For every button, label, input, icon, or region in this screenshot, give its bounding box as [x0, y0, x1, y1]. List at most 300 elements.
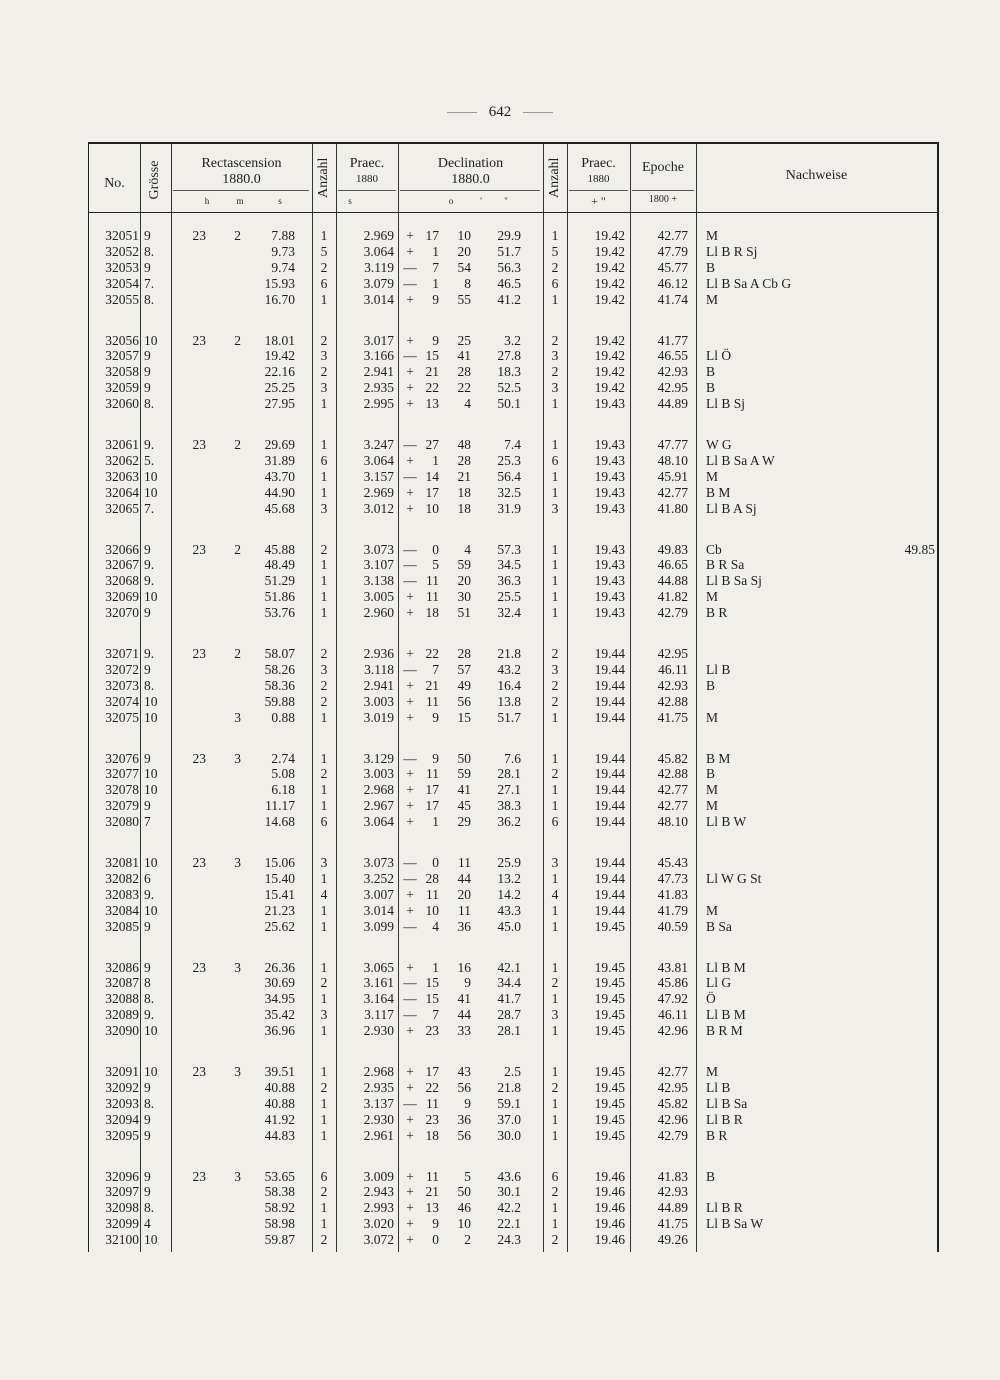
cell-anzahl-2: 1	[551, 1216, 559, 1232]
cell-groesse: 9	[144, 259, 151, 275]
cell-praec-ra: 2.993	[363, 1200, 394, 1216]
cell-decl-min: 48	[457, 437, 471, 452]
cell-praec-decl: 19.43	[594, 589, 625, 605]
cell-decl-sec: 7.6	[504, 750, 521, 766]
cell-anzahl-2: 2	[551, 646, 559, 661]
cell-no: 32067	[105, 557, 139, 573]
cell-groesse: 9	[144, 798, 151, 814]
cell-decl-min: 10	[457, 1216, 471, 1232]
cell-no: 32076	[105, 750, 139, 766]
cell-decl-deg: 10	[425, 902, 439, 918]
cell-nachweise: B R M	[706, 1023, 743, 1039]
cell-decl-sign: +	[406, 766, 414, 782]
cell-praec-decl: 19.43	[594, 437, 625, 452]
cell-no: 32071	[105, 646, 139, 661]
cell-epoche: 41.77	[657, 332, 688, 348]
cell-praec-decl: 19.44	[594, 677, 625, 693]
cell-decl-sec: 43.2	[497, 661, 521, 677]
cell-decl-sign: +	[406, 500, 414, 516]
cell-praec-decl: 19.43	[594, 484, 625, 500]
cell-decl-deg: 15	[425, 991, 439, 1007]
cell-decl-sign: +	[406, 1079, 414, 1095]
header-praec-ra: Praec.	[349, 156, 385, 171]
cell-decl-min: 43	[457, 1064, 471, 1079]
cell-ra-s: 19.42	[264, 348, 295, 364]
cell-epoche: 46.55	[657, 348, 688, 364]
cell-decl-min: 59	[457, 557, 471, 573]
cell-decl-deg: 22	[425, 380, 439, 396]
cell-nachweise: B M	[706, 750, 731, 766]
cell-praec-ra: 3.064	[363, 452, 394, 468]
cell-groesse: 10	[144, 782, 158, 798]
cell-decl-min: 22	[457, 380, 471, 396]
cell-decl-sec: 45.0	[497, 918, 521, 934]
cell-anzahl-2: 1	[551, 782, 559, 798]
cell-ra-s: 51.86	[264, 589, 295, 605]
cell-anzahl-2: 6	[551, 275, 559, 291]
cell-anzahl: 6	[320, 814, 328, 830]
cell-groesse: 9	[144, 541, 151, 557]
cell-anzahl-2: 1	[551, 437, 559, 452]
cell-groesse: 8.	[144, 991, 155, 1007]
cell-anzahl: 1	[320, 1200, 328, 1216]
cell-no: 32098	[105, 1200, 139, 1216]
cell-anzahl: 3	[320, 661, 328, 677]
cell-decl-sec: 51.7	[497, 709, 521, 725]
cell-anzahl-2: 1	[551, 959, 559, 975]
cell-decl-min: 41	[457, 348, 471, 364]
cell-praec-ra: 3.003	[363, 693, 394, 709]
cell-groesse: 10	[144, 332, 158, 348]
cell-praec-decl: 19.44	[594, 782, 625, 798]
cell-praec-decl: 19.42	[594, 275, 625, 291]
cell-nachweise: W G	[706, 437, 732, 452]
cell-praec-ra: 3.137	[363, 1095, 394, 1111]
cell-decl-sec: 25.3	[497, 452, 521, 468]
cell-ra-s: 53.65	[264, 1168, 295, 1184]
header-no: No.	[104, 176, 125, 191]
cell-anzahl: 2	[320, 332, 328, 348]
table-row	[89, 710, 937, 726]
cell-praec-decl: 19.42	[594, 364, 625, 380]
cell-epoche: 45.77	[657, 259, 688, 275]
cell-epoche: 47.77	[657, 437, 688, 452]
cell-decl-sec: 31.9	[497, 500, 521, 516]
cell-praec-decl: 19.44	[594, 766, 625, 782]
cell-ra-s: 43.70	[264, 468, 295, 484]
cell-anzahl: 1	[320, 1023, 328, 1039]
cell-nachweise: B	[706, 677, 716, 693]
cell-decl-sec: 38.3	[497, 798, 521, 814]
cell-nachweise: B M	[706, 484, 731, 500]
cell-anzahl: 2	[320, 259, 328, 275]
cell-decl-sec: 41.2	[497, 291, 521, 307]
cell-decl-sign: +	[406, 228, 414, 243]
cell-groesse: 7	[144, 814, 151, 830]
cell-decl-min: 8	[464, 275, 471, 291]
cell-groesse: 4	[144, 1216, 151, 1232]
cell-epoche: 40.59	[657, 918, 688, 934]
cell-decl-deg: 7	[432, 661, 439, 677]
cell-decl-deg: 1	[432, 275, 439, 291]
cell-praec-ra: 3.020	[363, 1216, 394, 1232]
cell-anzahl: 1	[320, 1095, 328, 1111]
cell-anzahl-2: 1	[551, 902, 559, 918]
cell-praec-ra: 3.118	[364, 661, 394, 677]
cell-ra-h: 23	[192, 855, 206, 870]
cell-decl-deg: 22	[425, 1079, 439, 1095]
cell-decl-sign: +	[406, 1232, 414, 1248]
cell-decl-sec: 59.1	[497, 1095, 521, 1111]
cell-decl-min: 9	[464, 1095, 471, 1111]
cell-decl-sec: 37.0	[497, 1111, 521, 1127]
table-row	[89, 542, 937, 558]
cell-groesse: 10	[144, 468, 158, 484]
cell-groesse: 10	[144, 693, 158, 709]
cell-no: 32094	[105, 1111, 139, 1127]
cell-praec-ra: 2.930	[363, 1023, 394, 1039]
table-row	[89, 662, 937, 678]
table-row	[89, 751, 937, 767]
cell-no: 32066	[105, 541, 139, 557]
cell-epoche: 42.93	[657, 364, 688, 380]
cell-groesse: 8.	[144, 1095, 155, 1111]
cell-epoche: 48.10	[657, 452, 688, 468]
cell-groesse: 8.	[144, 677, 155, 693]
cell-anzahl: 2	[320, 1184, 328, 1200]
cell-ra-s: 27.95	[264, 396, 295, 412]
cell-no: 32060	[105, 396, 139, 412]
cell-anzahl: 1	[320, 589, 328, 605]
cell-ra-m: 2	[234, 332, 241, 348]
cell-praec-ra: 2.941	[363, 677, 394, 693]
cell-praec-decl: 19.44	[594, 798, 625, 814]
cell-groesse: 9.	[144, 437, 155, 452]
table-row	[89, 501, 937, 517]
cell-anzahl: 1	[320, 1127, 328, 1143]
cell-epoche: 41.75	[657, 709, 688, 725]
cell-epoche: 48.10	[657, 814, 688, 830]
cell-ra-s: 21.23	[264, 902, 295, 918]
cell-decl-sign: —	[403, 918, 417, 934]
cell-anzahl: 3	[320, 1007, 328, 1023]
cell-decl-sec: 13.8	[497, 693, 521, 709]
cell-praec-ra: 3.003	[363, 766, 394, 782]
cell-ra-s: 31.89	[264, 452, 295, 468]
cell-decl-min: 29	[457, 814, 471, 830]
table-row	[89, 887, 937, 903]
cell-anzahl: 3	[320, 380, 328, 396]
cell-nachweise: M	[706, 902, 719, 918]
cell-groesse: 6	[144, 870, 151, 886]
cell-anzahl: 3	[320, 500, 328, 516]
cell-decl-min: 36	[457, 1111, 471, 1127]
cell-anzahl: 2	[320, 1079, 328, 1095]
cell-no: 32085	[105, 918, 139, 934]
table-row	[89, 348, 937, 364]
cell-praec-decl: 19.44	[594, 814, 625, 830]
cell-ra-m: 2	[234, 437, 241, 452]
cell-anzahl-2: 1	[551, 1023, 559, 1039]
cell-nachweise: B	[706, 380, 716, 396]
cell-decl-sign: +	[406, 589, 414, 605]
cell-decl-sec: 42.2	[497, 1200, 521, 1216]
cell-ra-s: 45.68	[264, 500, 295, 516]
cell-anzahl: 1	[320, 557, 328, 573]
cell-epoche: 42.95	[657, 646, 688, 661]
cell-nachweise: Ll B	[706, 1079, 731, 1095]
cell-decl-sec: 41.7	[497, 991, 521, 1007]
cell-no: 32093	[105, 1095, 139, 1111]
table-row	[89, 260, 937, 276]
table-row	[89, 1112, 937, 1128]
cell-praec-ra: 3.119	[364, 259, 394, 275]
table-row	[89, 975, 937, 991]
table-row	[89, 1216, 937, 1232]
cell-ra-s: 15.06	[264, 855, 295, 870]
cell-decl-min: 28	[457, 646, 471, 661]
cell-anzahl-2: 1	[551, 484, 559, 500]
cell-ra-s: 44.83	[264, 1127, 295, 1143]
cell-epoche: 42.77	[657, 798, 688, 814]
cell-praec-ra: 3.164	[363, 991, 394, 1007]
cell-decl-deg: 27	[425, 437, 439, 452]
cell-praec-ra: 2.969	[363, 484, 394, 500]
cell-praec-decl: 19.43	[594, 573, 625, 589]
cell-ra-s: 9.73	[271, 243, 295, 259]
cell-groesse: 9	[144, 228, 151, 243]
cell-praec-ra: 3.073	[363, 855, 394, 870]
cell-decl-deg: 9	[432, 291, 439, 307]
cell-groesse: 10	[144, 1023, 158, 1039]
cell-nachweise: M	[706, 589, 719, 605]
cell-groesse: 8.	[144, 291, 155, 307]
cell-decl-sign: +	[406, 1168, 414, 1184]
cell-anzahl-2: 1	[551, 396, 559, 412]
cell-ra-h: 23	[192, 646, 206, 661]
cell-no: 32082	[105, 870, 139, 886]
cell-decl-deg: 0	[432, 1232, 439, 1248]
cell-ra-s: 14.68	[264, 814, 295, 830]
table-row	[89, 1200, 937, 1216]
cell-nachweise: Ll B Sa Sj	[706, 573, 762, 589]
cell-nachweise: B R Sa	[706, 557, 745, 573]
cell-decl-min: 49	[457, 677, 471, 693]
cell-ra-h: 23	[192, 1064, 206, 1079]
header-anzahl: Anzahl	[316, 157, 331, 198]
cell-groesse: 9	[144, 959, 151, 975]
cell-decl-sign: +	[406, 452, 414, 468]
cell-anzahl-2: 2	[551, 975, 559, 991]
table-row	[89, 589, 937, 605]
cell-anzahl: 6	[320, 1168, 328, 1184]
cell-ra-s: 34.95	[264, 991, 295, 1007]
cell-praec-decl: 19.42	[594, 291, 625, 307]
cell-no: 32086	[105, 959, 139, 975]
cell-praec-ra: 3.117	[364, 1007, 394, 1023]
cell-praec-decl: 19.45	[594, 918, 625, 934]
table-row	[89, 646, 937, 662]
cell-groesse: 9.	[144, 646, 155, 661]
cell-anzahl-2: 1	[551, 541, 559, 557]
cell-decl-sign: +	[406, 605, 414, 621]
cell-nachweise: M	[706, 782, 719, 798]
cell-anzahl-2: 2	[551, 677, 559, 693]
table-row	[89, 1064, 937, 1080]
cell-decl-deg: 17	[425, 484, 439, 500]
cell-decl-sec: 32.5	[497, 484, 521, 500]
cell-decl-deg: 17	[425, 1064, 439, 1079]
cell-anzahl-2: 2	[551, 1232, 559, 1248]
cell-decl-deg: 7	[432, 259, 439, 275]
table-row	[89, 919, 937, 935]
cell-no: 32064	[105, 484, 139, 500]
cell-anzahl-2: 1	[551, 1111, 559, 1127]
cell-decl-sec: 29.9	[497, 228, 521, 243]
cell-decl-min: 41	[457, 991, 471, 1007]
cell-decl-sign: +	[406, 886, 414, 902]
cell-anzahl-2: 3	[551, 1007, 559, 1023]
cell-decl-deg: 1	[432, 452, 439, 468]
cell-nachweise: M	[706, 709, 719, 725]
cell-praec-ra: 2.961	[363, 1127, 394, 1143]
cell-groesse: 10	[144, 902, 158, 918]
cell-decl-deg: 15	[425, 975, 439, 991]
cell-nachweise: Ll B R	[706, 1200, 743, 1216]
cell-praec-decl: 19.46	[594, 1200, 625, 1216]
cell-praec-ra: 2.935	[363, 1079, 394, 1095]
cell-ra-s: 22.16	[264, 364, 295, 380]
cell-nachweise: Ll Ö	[706, 348, 732, 364]
cell-anzahl-2: 3	[551, 500, 559, 516]
cell-praec-ra: 3.138	[363, 573, 394, 589]
cell-decl-sec: 25.5	[497, 589, 521, 605]
cell-praec-ra: 2.941	[363, 364, 394, 380]
cell-decl-deg: 21	[425, 1184, 439, 1200]
cell-no: 32073	[105, 677, 139, 693]
cell-ra-s: 59.87	[264, 1232, 295, 1248]
cell-decl-deg: 18	[425, 1127, 439, 1143]
cell-decl-min: 56	[457, 1079, 471, 1095]
cell-praec-ra: 2.930	[363, 1111, 394, 1127]
cell-ra-m: 3	[234, 855, 241, 870]
cell-decl-min: 18	[457, 500, 471, 516]
cell-praec-ra: 3.064	[363, 243, 394, 259]
cell-ra-m: 3	[234, 959, 241, 975]
cell-decl-deg: 9	[432, 1216, 439, 1232]
cell-decl-min: 10	[457, 228, 471, 243]
cell-anzahl: 1	[320, 782, 328, 798]
cell-no: 32079	[105, 798, 139, 814]
cell-anzahl: 1	[320, 798, 328, 814]
cell-decl-min: 50	[457, 1184, 471, 1200]
cell-nachweise: B R	[706, 605, 728, 621]
cell-epoche: 41.82	[657, 589, 688, 605]
cell-epoche: 47.92	[657, 991, 688, 1007]
cell-decl-sec: 34.5	[497, 557, 521, 573]
cell-praec-decl: 19.42	[594, 243, 625, 259]
cell-anzahl-2: 1	[551, 870, 559, 886]
table-header: No. Grösse Rectascension 1880.0 h m s Anzahl Praec. 1880 s Declination 1880.0 o ' " Anzahl Praec. 1880 + " Epoche 1800 + Nachweise	[89, 144, 937, 213]
cell-decl-sec: 43.3	[497, 902, 521, 918]
table-row	[89, 855, 937, 871]
cell-praec-decl: 19.42	[594, 228, 625, 243]
header-decl-epoch: 1880.0	[451, 172, 490, 187]
cell-anzahl: 1	[320, 902, 328, 918]
cell-decl-deg: 11	[426, 886, 439, 902]
cell-decl-sign: —	[403, 541, 417, 557]
cell-decl-sec: 30.1	[497, 1184, 521, 1200]
cell-decl-min: 16	[457, 959, 471, 975]
cell-praec-decl: 19.43	[594, 541, 625, 557]
cell-decl-sign: —	[403, 348, 417, 364]
cell-nachweise: Ll B Sj	[706, 396, 746, 412]
cell-anzahl: 2	[320, 1232, 328, 1248]
cell-ra-h: 23	[192, 228, 206, 243]
cell-no: 32062	[105, 452, 139, 468]
cell-epoche: 42.88	[657, 693, 688, 709]
cell-ra-s: 58.38	[264, 1184, 295, 1200]
cell-nachweise: Ll W G St	[706, 870, 762, 886]
cell-ra-h: 23	[192, 541, 206, 557]
cell-decl-sec: 57.3	[497, 541, 521, 557]
cell-anzahl-2: 3	[551, 348, 559, 364]
cell-decl-min: 33	[457, 1023, 471, 1039]
cell-ra-s: 45.88	[264, 541, 295, 557]
cell-ra-s: 40.88	[264, 1079, 295, 1095]
cell-ra-h: 23	[192, 959, 206, 975]
cell-groesse: 9	[144, 1184, 151, 1200]
cell-decl-sign: —	[403, 991, 417, 1007]
cell-no: 32078	[105, 782, 139, 798]
cell-praec-ra: 3.073	[363, 541, 394, 557]
cell-epoche: 49.83	[657, 541, 688, 557]
cell-decl-deg: 4	[432, 918, 439, 934]
table-row	[89, 782, 937, 798]
cell-epoche: 46.11	[658, 661, 688, 677]
cell-praec-decl: 19.44	[594, 750, 625, 766]
cell-no: 32063	[105, 468, 139, 484]
cell-groesse: 10	[144, 1232, 158, 1248]
cell-decl-sign: +	[406, 1127, 414, 1143]
cell-decl-sec: 7.4	[504, 437, 521, 452]
cell-anzahl-2: 1	[551, 589, 559, 605]
cell-anzahl-2: 1	[551, 1064, 559, 1079]
cell-decl-min: 21	[457, 468, 471, 484]
cell-anzahl: 1	[320, 396, 328, 412]
cell-no: 32051	[105, 228, 139, 243]
cell-ra-s: 7.88	[271, 228, 295, 243]
cell-anzahl: 1	[320, 991, 328, 1007]
cell-decl-sec: 21.8	[497, 1079, 521, 1095]
cell-no: 32070	[105, 605, 139, 621]
cell-anzahl: 1	[320, 437, 328, 452]
cell-epoche: 42.77	[657, 228, 688, 243]
cell-praec-ra: 3.064	[363, 814, 394, 830]
cell-decl-sec: 28.1	[497, 1023, 521, 1039]
header-decl-title: Declination	[437, 156, 504, 171]
cell-praec-decl: 19.43	[594, 557, 625, 573]
table-row	[89, 244, 937, 260]
table-row	[89, 694, 937, 710]
cell-praec-decl: 19.45	[594, 1127, 625, 1143]
cell-praec-decl: 19.46	[594, 1168, 625, 1184]
cell-decl-deg: 10	[425, 500, 439, 516]
cell-ra-s: 18.01	[264, 332, 295, 348]
table-row	[89, 557, 937, 573]
cell-groesse: 10	[144, 709, 158, 725]
table-row	[89, 903, 937, 919]
